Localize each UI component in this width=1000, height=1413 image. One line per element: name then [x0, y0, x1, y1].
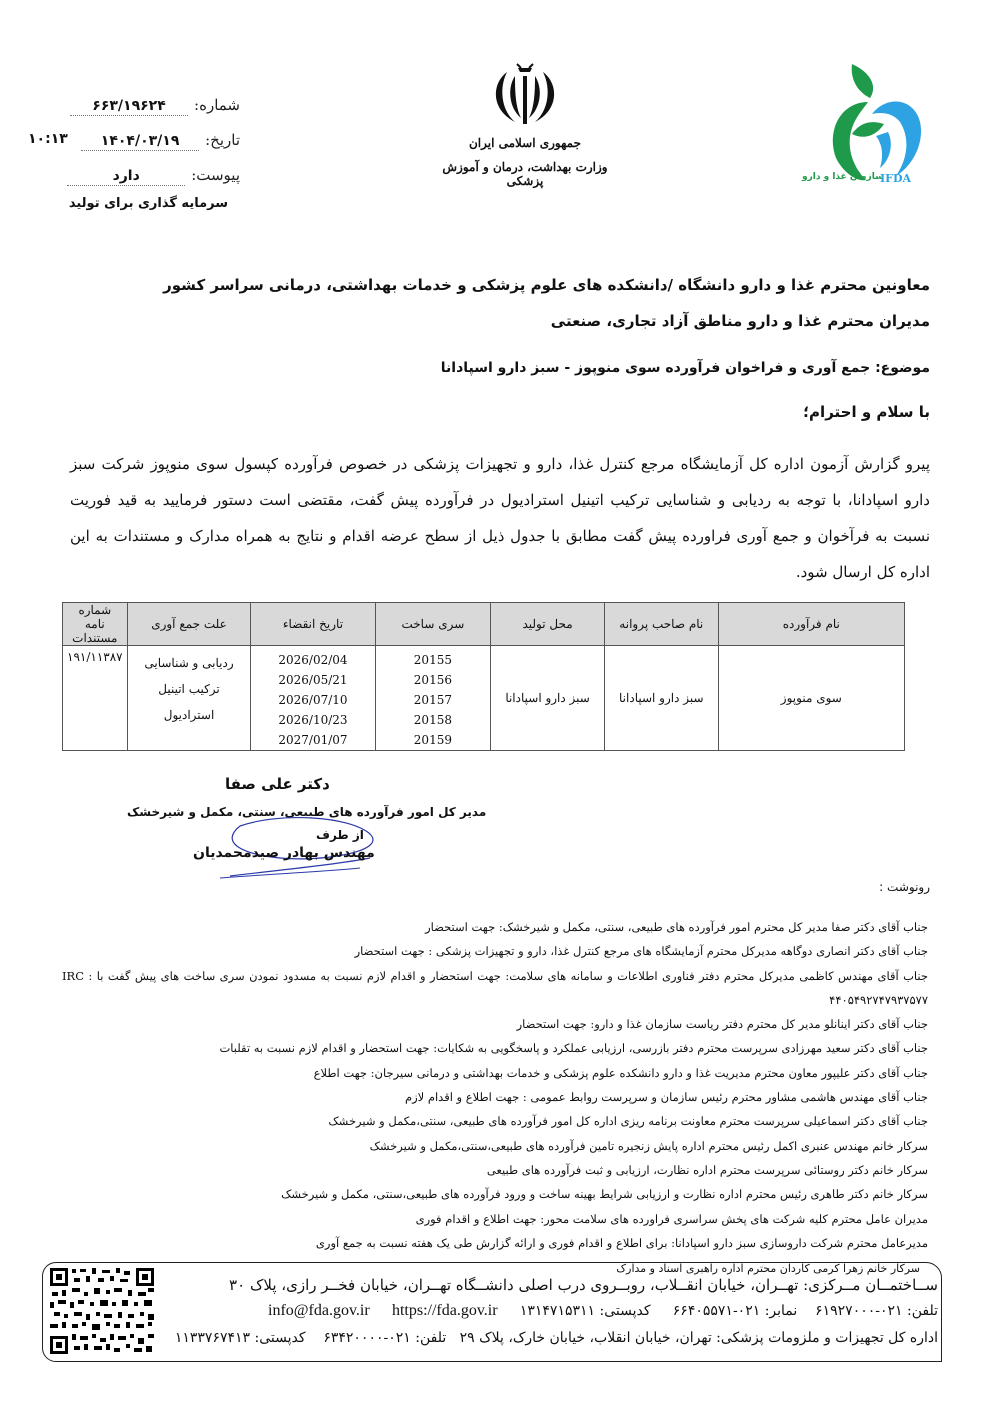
expiry-5: 2027/01/07 [278, 733, 348, 747]
col-product-name: نام فرآورده [718, 603, 904, 646]
recipient-line-1: معاونین محترم غذا و دارو دانشگاه /دانشکده های علوم پزشکی و خدمات بهداشتی، درمانی سراسر کشور [163, 276, 930, 294]
col-reason: علت جمع آوری [127, 603, 251, 646]
letter-time: ۱۰:۱۳ [28, 131, 68, 147]
letter-number [70, 96, 240, 116]
cc-item: جناب آقای مهندس کاظمی مدیرکل محترم دفتر فناوری اطلاعات و سامانه های سلامت: جهت استحضار و اقدام لازم نسبت به مسدود نمودن سری ساخت های پیش گفت با IRC : ۴۴۰۵۴۹۲۷۴۷۹۳۷۵۷۷ [62, 968, 928, 1007]
reason-line-3: استرادیول [163, 708, 215, 722]
subject-line: موضوع: جمع آوری و فراخوان فرآورده سوی منوپوز - سبز دارو اسپادانا [440, 360, 930, 376]
qr-code-icon[interactable] [48, 1266, 158, 1356]
reason-line-2: ترکیب اتینیل [158, 682, 220, 696]
signatory-name: دکتر علی صفا [225, 775, 330, 793]
footer-phone-label: تلفن: [907, 1303, 938, 1319]
on-behalf-label: از طرف [316, 828, 364, 842]
col-batch: سری ساخت [375, 603, 491, 646]
batch-5: 20159 [413, 733, 452, 747]
cc-list [62, 915, 928, 1255]
cell-product: سوی منوپوز [718, 646, 904, 751]
batch-2: 20156 [413, 673, 452, 687]
cc-item: جناب آقای دکتر صفا مدیر کل محترم امور فرآورده های طبیعی، سنتی، مکمل و شیرخشک: جهت استحضار [425, 920, 928, 934]
batch-4: 20158 [413, 713, 452, 727]
cc-item: سرکار خانم مهندس عنبری اکمل رئیس محترم اداره پایش زنجیره تامین فرآورده های طبیعی،سنتی،مکمل و شیرخشک [369, 1138, 928, 1153]
greeting: با سلام و احترام؛ [803, 403, 930, 421]
footer-postal-label: کدپستی: [599, 1303, 651, 1319]
cc-item: جناب آقای دکتر علیپور معاون محترم مدیریت غذا و دارو دانشکده علوم پزشکی و خدمات بهداشتی و درمانی سیرجان: جهت اطلاع [313, 1065, 928, 1080]
devices-postal: ۱۱۳۳۷۶۷۴۱۳ [174, 1330, 251, 1346]
footer-email-link[interactable]: info@fda.gov.ir [268, 1302, 370, 1319]
cc-title: رونوشت : [879, 880, 930, 894]
expiry-2: 2026/05/21 [278, 673, 348, 687]
reason-line-1: ردیابی و شناسایی [144, 656, 234, 670]
cc-item: جناب آقای دکتر سعید مهرزادی سرپرست محترم دفتر بازرسی، ارزیابی عملکرد و پاسخگویی به شکایات: جهت استحضار و اقدام لازم نسبت به تقلبات [219, 1041, 928, 1056]
col-doc-number: شماره نامه مستندات [63, 603, 128, 646]
letter-number-label: شماره: [194, 96, 240, 114]
emblem-ministry: وزارت بهداشت، درمان و آموزش پزشکی [442, 160, 608, 188]
letter-number-value: ۶۶۳/۱۹۶۲۴ [70, 98, 188, 116]
expiry-3: 2026/07/10 [278, 693, 348, 707]
cc-item: مدیرعامل محترم شرکت داروسازی سبز دارو اسپادانا: برای اطلاع و اقدام فوری و ارائه گزارش طی یک هفته نسبت به جمع آوری [315, 1235, 928, 1250]
iran-emblem [430, 60, 620, 190]
table-row [63, 646, 905, 751]
iran-emblem-icon [485, 62, 565, 127]
letter-date-value: ۱۴۰۴/۰۳/۱۹ [81, 133, 199, 151]
footer-address: ســاختمــان مــرکزی: تهــران، خیابان انقــلاب، روبــروی درب اصلی دانشــگاه تهــران، خیابان فخــر رازی، پلاک ۳۰ [229, 1276, 938, 1294]
letter-body: پیرو گزارش آزمون اداره کل آزمایشگاه مرجع کنترل غذا، دارو و تجهیزات پزشکی در خصوص فرآورده کپسول سوی منوپوز شرکت سبز دارو اسپادانا، با توجه به ردیابی و شناسایی ترکیب اتینیل استرادیول در فرآورده پیش گفت، مقتضی است دستور فرمایید به قید فوریت نسبت به فرآخوان و جمع آوری فراورده پیش گفت مطابق با جدول ذیل از سطح عرضه اقدام و نتایج به همراه مدارک و مستندات به این اداره کل ارسال شود. [70, 455, 930, 581]
devices-office-address: اداره کل تجهیزات و ملزومات پزشکی: تهران، خیابان انقلاب، خیابان خارک، پلاک ۲۹ [459, 1330, 938, 1346]
footer-fax-label: نمابر: [764, 1303, 798, 1319]
cc-item: سرکار خانم دکتر طاهری رئیس محترم اداره نظارت و ارزیابی شرایط بهینه ساخت و ورود فرآورده های طبیعی،سنتی، مکمل و شیرخشک [281, 1187, 928, 1202]
cell-doc-number: ۱۹۱/۱۱۳۸۷ [63, 646, 128, 751]
letter-attachment [67, 166, 240, 186]
recipient-line-2: مدیران محترم غذا و دارو مناطق آزاد تجاری، صنعتی [550, 312, 930, 330]
cell-batches [375, 646, 491, 751]
cc-item: جناب آقای دکتر اسماعیلی سرپرست محترم معاونت برنامه ریزی اداره کل امور فرآورده های طبیعی، سنتی،مکمل و شیرخشک [328, 1114, 928, 1129]
letter-date [81, 131, 240, 151]
recall-table [62, 602, 905, 751]
ifda-logo [800, 62, 940, 192]
col-manufacturer: محل تولید [491, 603, 605, 646]
col-expiry: تاریخ انقضاء [251, 603, 375, 646]
footer-phone: ۰۲۱-۶۱۹۲۷۰۰۰ [815, 1303, 903, 1319]
cc-item: سرکار خانم دکتر روستائی سرپرست محترم اداره نظارت، ارزیابی و ثبت فرآورده های طبیعی [486, 1162, 928, 1177]
cc-item: جناب آقای دکتر اینانلو مدیر کل محترم دفتر ریاست سازمان غذا و دارو: جهت استحضار [516, 1017, 928, 1032]
footer-website-link[interactable]: https://fda.gov.ir [391, 1302, 498, 1319]
cc-item: جناب آقای مهندس هاشمی مشاور محترم رئیس سازمان و سرپرست روابط عمومی : جهت اطلاع و اقدام لازم [404, 1090, 928, 1105]
footer-contact [268, 1302, 938, 1320]
letter-date-label: تاریخ: [205, 131, 240, 149]
footer-postal: ۱۳۱۴۷۱۵۳۱۱ [519, 1303, 596, 1319]
emblem-country: جمهوری اسلامی ایران [468, 136, 582, 150]
letter-attachment-value: دارد [67, 168, 185, 186]
footer-devices-office [175, 1330, 938, 1346]
cc-item: جناب آقای دکتر انصاری دوگاهه مدیرکل محترم آزمایشگاه های مرجع کنترل غذا، دارو و تجهیزات پزشکی : جهت استحضار [354, 944, 928, 959]
col-license-holder: نام صاحب پروانه [604, 603, 718, 646]
letter-attachment-label: پیوست: [191, 166, 240, 184]
expiry-4: 2026/10/23 [278, 713, 348, 727]
cc-item: مدیران عامل محترم کلیه شرکت های پخش سراسری فراورده های سلامت محور: جهت اطلاع و اقدام فوری [415, 1211, 928, 1226]
signatory-title: مدیر کل امور فرآورده های طبیعی، سنتی، مکمل و شیرخشک [127, 805, 487, 819]
ifda-logo-persian: سازمان غذا و دارو [802, 172, 884, 182]
slogan: سرمایه گذاری برای تولید [68, 196, 228, 211]
signer-name: مهندس بهادر صیدمحمدیان [193, 845, 375, 861]
cell-reason [127, 646, 251, 751]
cell-manufacturer: سبز دارو اسپادانا [491, 646, 605, 751]
cell-license-holder: سبز دارو اسپادانا [604, 646, 718, 751]
table-header-row [63, 603, 905, 646]
cell-expiry [251, 646, 375, 751]
batch-1: 20155 [413, 653, 452, 667]
batch-3: 20157 [413, 693, 452, 707]
ifda-logo-latin: IFDA [880, 172, 912, 185]
devices-phone-label: تلفن: [415, 1330, 447, 1346]
expiry-1: 2026/02/04 [278, 653, 348, 667]
devices-postal-label: کدپستی: [254, 1330, 306, 1346]
devices-phone: ۰۲۱-۶۳۴۲۰۰۰۰ [323, 1330, 411, 1346]
cc-item-last: سرکار خانم زهرا کرمی کاردان محترم اداره راهبری اسناد و مدارک [616, 1262, 920, 1275]
footer-fax: ۰۲۱-۶۶۴۰۵۵۷۱ [672, 1303, 761, 1319]
